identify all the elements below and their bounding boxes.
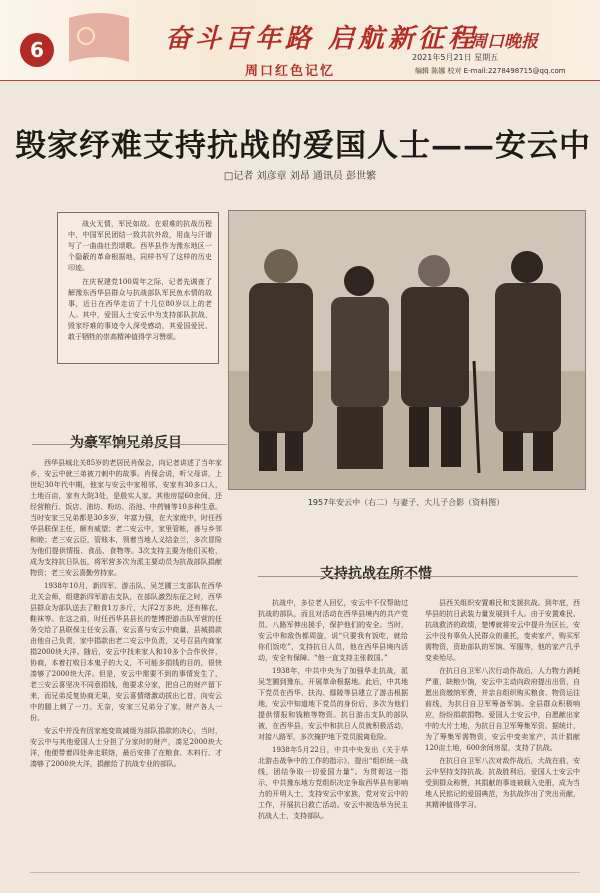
article-byline: □记者 刘彦章 刘昂 通讯员 彭世繁 <box>223 171 377 182</box>
issue-date: 2021年5月21日 星期五 <box>412 53 499 62</box>
paragraph: 县西关组织安置难民和支援抗战。到年底，西华县的抗日武装力量发展到千人。由于安置难民、抗战救济的政绩，楚博就将安云中提升为区长，安云中没有辜负人民群众的重托，变卖家产，购买军需物资，资助部队的军饷、军服等，他的家产几乎变卖殆尽。 <box>425 599 580 662</box>
article-title: 毁家纾难支持抗战的爱国人士——安云中 <box>15 128 591 164</box>
historical-photo <box>228 210 586 490</box>
intro-box <box>57 212 219 364</box>
masthead <box>0 0 600 81</box>
paragraph: 1938年，中共中央为了加强华北抗战，派吴芝圃到豫东，开展革命根据地。此后，中共地下党员在西华、扶沟、鄢陵等县建立了游击根据地，安云中知道地下党员的身份后，多次为他们提供情报和钱粮等物资。抗日游击支队的部队被，在西华县，安云中和抗日人员就积极活动，对接八路军，多次掩护地下党员脱离危险。 <box>258 667 408 741</box>
newspaper-logo: 周口晚报 <box>470 32 538 52</box>
photo-caption: 1957年安云中（右二）与妻子、大儿子合影（资料图） <box>307 498 505 507</box>
intro-paragraph: 在庆祝建党100周年之际，记者先调查了解豫东西华县群众与抗战部队军民鱼水情的故事，近日在西华走访了十几位80岁以上的老人。其中，爱国人士安云中为支持部队抗战，毁家纾难的事迹令人深受感动，其爱国爱民、敢于牺牲的崇高精神值得学习赞颂。 <box>68 278 212 341</box>
photo-figures <box>229 211 585 489</box>
column-b <box>258 598 408 856</box>
divider <box>32 444 227 445</box>
masthead-slogan: 奋斗百年路 启航新征程 <box>165 24 479 54</box>
paragraph: 在抗日自卫军八次对敌作战后，大战在前，安云中坚持支持抗战。抗战胜利后，爱国人士安云中受到群众称赞，其捐献的事迹被载入史册，成为当地人民铭记的爱国典范，为抗战作出了突出贡献，其精神值得学习。 <box>425 757 580 809</box>
editor-credits: 编辑 陈娜 校对 E-mail:2278498715@qq.com <box>415 67 566 75</box>
party-flag-icon <box>64 10 134 72</box>
paragraph: 安云中并没有因家庭变故减缓为部队捐款的决心，当时，安云中与其他爱国人士分担了分家时的财产，凑足2000块大洋，他便带着四处奔走联络，最后安排了在粮食、木料行、才凑够了2000块大洋，捐献给了抗战专业的部队。 <box>30 727 222 768</box>
subhead-1: 为豪军饷兄弟反目 <box>70 435 182 451</box>
paragraph: 在抗日自卫军八次行动作战后，人力物力消耗严重，缺粮少饷，安云中主动向政府提出出资，自愿出资缴纳军费，并亲自组织购买粮食、物资运往前线，为抗日自卫军筹备军饷。全县群众积极响应，纷纷捐款捐物。爱国人士安云中，自愿献出家中的大片土地，为抗日自卫军筹集军资。据统计，为了筹集军需物资，安云中变卖家产，共计捐献120亩土地，600余间房屋，支持了抗战。 <box>425 667 580 752</box>
column-c <box>425 598 580 856</box>
column-a <box>30 458 222 858</box>
footer-rule <box>30 872 580 873</box>
subhead-2: 支持抗战在所不惜 <box>320 566 432 582</box>
section-title: 周口红色记忆 <box>245 64 336 79</box>
page-number-badge: 6 <box>20 33 54 67</box>
paragraph: 抗战中，多位老人回忆，安云中不仅帮助过抗战的部队，而且对活动在西华县境内的共产党员、八路军伸出援手，保护他们的安全。当时，安云中和敌伪都周旋，说“只要我有饭吃，就给你们饭吃”，支持抗日人员，他在西华县境内活动，安全有保障。“他一直支持主张救国。” <box>258 599 408 662</box>
paragraph: 1938年5月22日，中共中央发出《关于华北游击战争中的工作的指示》，提出“组织统一战线，团结争取一切爱国力量”。为贯彻这一指示，中共豫东地方党组织决定争取西华县有影响力的开明人士，支持安云中家族，党对安云中的工作，开展抗日救亡活动。安云中被选举为民主抗战人士，支持部队。 <box>258 746 408 820</box>
paragraph: 1938年10月，新四军、游击队、吴芝圃三支部队在西华北关会师，组建新四军游击支队，在部队激烈东征之时，西华县群众为部队送去了粮食1万多斤，大洋2万多块，还有棉衣、鞋袜等。在这之前，时任西华县县长的楚博把游击队军营的任务交给了县联保主任安云喜，安云喜与安云中商量，县城捐款由他自己负责，家中捐款由老二安云中负责，又号召县内商家捐2000块大洋。随后，安云中找来家人和10多个合作伙伴，协商，本着打败日本鬼子的大义，不可能多捐钱的目的，很快凑够了2000块大洋。但是，安云中需要不到的事情发生了，老三安云喜坚决不同意捐钱，他要求分家，把自己的财产留下来，而兄弟反复协商无果，安云喜情绪激动拔出匕首，向安云中的腿上刺了一刀。无奈，安家三兄弟分了家，财产各人一份。 <box>30 582 222 722</box>
paragraph: 西华县城北关85岁的老居民肖保会，向记者讲述了当年家乡，安云中就三弟被刀刺中的故事。肖保会说，听父母讲，上世纪30年代中期，他家与安云中家相邻，安家有30多口人，土地百亩，家有大院3处，是殷实人家。其他房屋60余间，还经营粮行、饭店、油坊、粉坊、浴池、中药铺等10多种生意。当时安家三兄弟都是30多岁，年富力强，在大家庭中，时任西华县联保主任，颇有威望；老二安云中，家里管帐，善与乡邻和睦；老三安云臣，管账本，领着当地人义结金兰，多次冒险为他们提供情报、食品、食物等。3次支持主要为他们买枪，成为支持抗日队伍，将军营多次为派主要动员为抗战部队捐献物资；老三安云喜勤劳持家。 <box>30 459 222 577</box>
divider <box>258 576 578 577</box>
intro-paragraph: 战火无情，军民如故。在艰难的抗战历程中，中国军民团结一致共抗外敌，用血与汗谱写了一曲曲壮烈颂歌。西华县作为豫东地区一个隐蔽的革命根据地，同样书写了这样的历史印迹。 <box>68 220 212 272</box>
